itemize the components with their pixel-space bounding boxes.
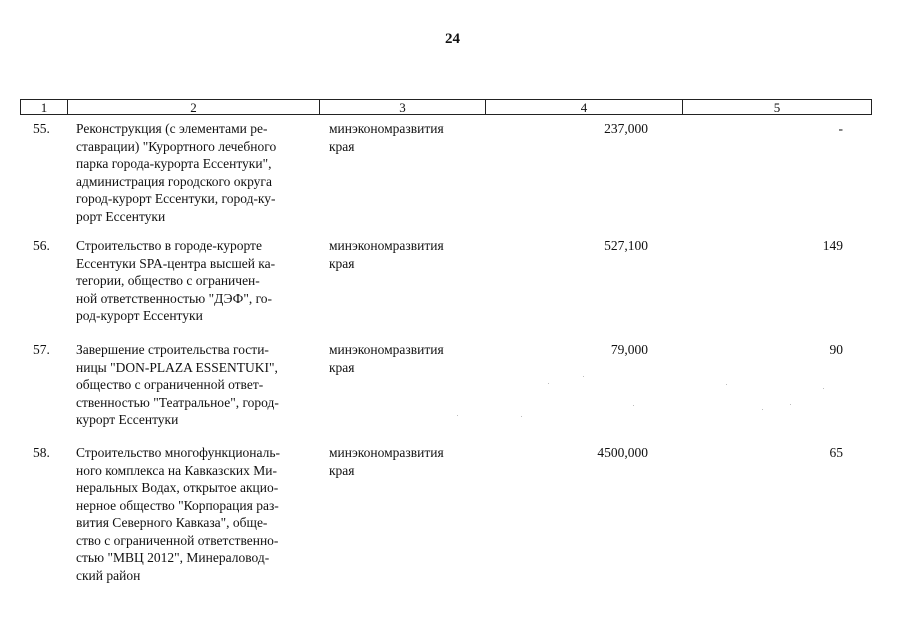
description-line: стью "МВЦ 2012", Минераловод- <box>76 550 270 565</box>
column-header-3: 3 <box>320 100 486 114</box>
department-line: минэкономразвития <box>329 238 444 253</box>
description-line: ский район <box>76 567 141 583</box>
row-description <box>76 444 312 584</box>
description-line: тегории, общество с ограничен- <box>76 273 260 288</box>
row-description <box>76 237 312 325</box>
column-header-1: 1 <box>21 100 68 114</box>
row-description <box>76 341 312 429</box>
description-line: администрация городского округа <box>76 173 272 189</box>
column-header-4: 4 <box>486 100 683 114</box>
description-line: общество с ограниченной ответ- <box>76 377 264 392</box>
department-line: края <box>329 138 355 154</box>
description-line: курорт Ессентуки <box>76 412 179 427</box>
column-header-2: 2 <box>68 100 320 114</box>
description-line: Реконструкция (с элементами ре- <box>76 121 268 136</box>
description-line: Ессентуки SPA-центра высшей ка- <box>76 255 276 271</box>
row-jobs: 65 <box>829 445 843 460</box>
description-line: рорт Ессентуки <box>76 208 166 224</box>
row-department <box>329 444 444 479</box>
description-line: ственностью "Театральное", город- <box>76 394 279 410</box>
department-line: края <box>329 255 355 271</box>
row-amount: 527,100 <box>604 238 648 253</box>
row-amount: 4500,000 <box>597 445 648 460</box>
description-line: парка города-курорта Ессентуки", <box>76 156 272 171</box>
column-header-5: 5 <box>773 100 781 115</box>
description-line: Завершение строительства гости- <box>76 342 269 357</box>
row-number: 56. <box>33 238 50 253</box>
row-jobs: 149 <box>822 238 843 253</box>
row-jobs: - <box>838 121 843 136</box>
row-department <box>329 341 444 376</box>
description-line: ного комплекса на Кавказских Ми- <box>76 462 277 478</box>
row-number: 58. <box>33 445 50 460</box>
row-amount: 237,000 <box>604 121 648 136</box>
row-description <box>76 120 312 225</box>
description-line: город-курорт Ессентуки, город-ку- <box>76 191 276 206</box>
department-line: края <box>329 462 355 478</box>
row-department <box>329 120 444 155</box>
table-header <box>20 99 872 115</box>
description-line: вития Северного Кавказа", обще- <box>76 515 268 530</box>
description-line: Строительство в городе-курорте <box>76 238 262 253</box>
description-line: ставрации) "Курортного лечебного <box>76 138 277 154</box>
row-department <box>329 237 444 272</box>
department-line: края <box>329 359 355 375</box>
description-line: неральных Водах, открытое акцио- <box>76 480 279 495</box>
description-line: ство с ограниченной ответственно- <box>76 532 279 548</box>
description-line: род-курорт Ессентуки <box>76 308 203 323</box>
row-jobs: 90 <box>829 342 843 357</box>
description-line: ной ответственностью "ДЭФ", го- <box>76 290 273 306</box>
description-line: ницы "DON-PLAZA ESSENTUKI", <box>76 359 278 375</box>
department-line: минэкономразвития <box>329 445 444 460</box>
row-number: 57. <box>33 342 50 357</box>
row-amount: 79,000 <box>610 342 648 357</box>
department-line: минэкономразвития <box>329 121 444 136</box>
description-line: Строительство многофункциональ- <box>76 445 281 460</box>
description-line: нерное общество "Корпорация раз- <box>76 497 279 513</box>
page-number: 24 <box>445 31 460 47</box>
row-number: 55. <box>33 121 50 136</box>
department-line: минэкономразвития <box>329 342 444 357</box>
